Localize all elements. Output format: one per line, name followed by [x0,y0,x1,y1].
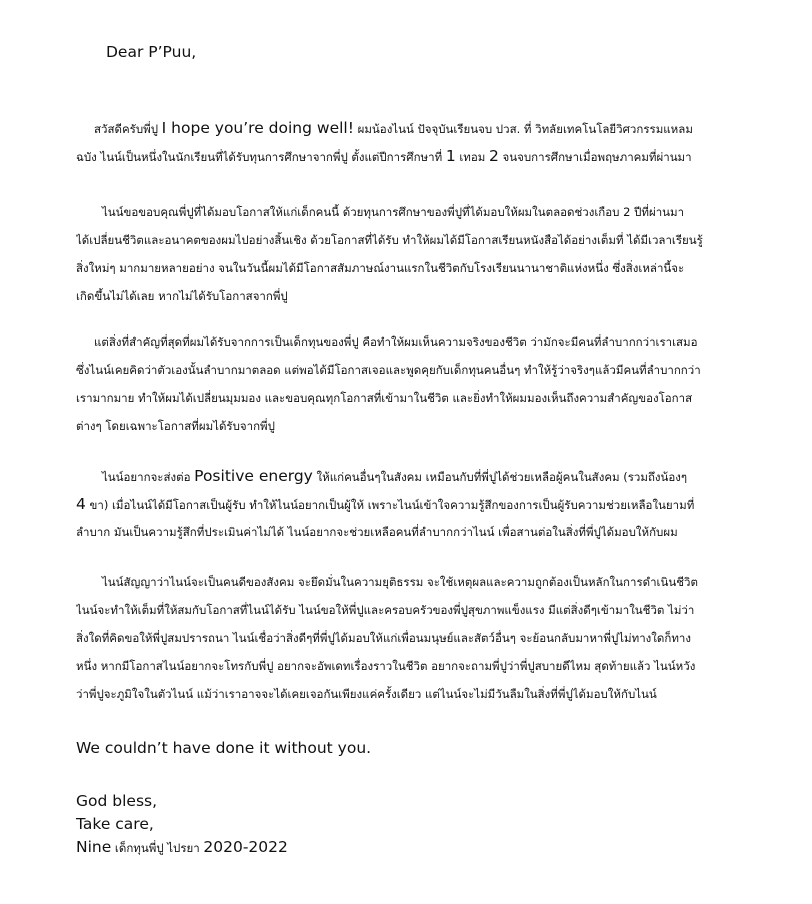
paragraph-2 [76,198,788,310]
text-thai: สวัสดีครับพี่ปู [94,122,162,136]
text-thai: จนจบการศึกษาเมื่อพฤษภาคมที่ผ่านมา [498,150,692,164]
closing-take-care: Take care, [76,815,154,833]
paragraph-2-line-2: ได้เปลี่ยนชีวิตและอนาคตของผมไปอย่างสิ้นเชิง ด้วยโอกาสที่ได้รับ ทำให้ผมได้มีโอกาสเรียนหนังสือได้อย่างเต็มที่ ได้มีเวลาเรียนรู้ [76,233,703,247]
paragraph-5 [76,568,788,708]
paragraph-1 [76,114,788,170]
text-thai: เทอม [455,150,489,164]
thanks-line: We couldn’t have done it without you. [76,739,372,757]
closing-god-bless: God bless, [76,792,158,810]
signature-line [76,836,288,859]
text-number: 2 [489,147,499,165]
paragraph-5-line-4: หนึ่ง หากมีโอกาสไนน์อยากจะโทรกับพี่ปู อยากจะอัพเดทเรื่องราวในชีวิต อยากจะถามพี่ปูว่าพี่ปูสบายดีไหม สุดท้ายแล้ว ไนน์หวัง [76,659,696,673]
paragraph-4-line-1 [76,462,788,490]
paragraph-5-line-5: ว่าพี่ปูจะภูมิใจในตัวไนน์ แม้ว่าเราอาจจะได้เคยเจอกันเพียงแค่ครั้งเดียว แต่ไนน์จะไม่มีวันลืมในสิ่งที่พี่ปูได้มอบให้กับไนน์ [76,687,657,701]
text-thai: ไนน์อยากจะส่งต่อ [102,470,195,484]
paragraph-2-line-1: ไนน์ขอขอบคุณพี่ปูที่ได้มอบโอกาสให้แก่เด็กคนนี้ ด้วยทุนการศึกษาของพี่ปูที่ได้มอบให้ผมในตลอดช่วงเกือบ 2 ปีที่ผ่านมา [102,205,685,219]
text-number: 4 [76,495,86,513]
text-thai: ให้แก่คนอื่นๆในสังคม เหมือนกับที่พี่ปูได้ช่วยเหลือผู้คนในสังคม (รวมถึงน้องๆ [312,470,688,484]
paragraph-5-line-2: ไนน์จะทำให้เต็มที่ให้สมกับโอกาสที่ไนน์ได้รับ ไนน์ขอให้พี่ปูและครอบครัวของพี่ปูสุขภาพแข็งแรง มีแต่สิ่งดีๆเข้ามาในชีวิต ไม่ว่า [76,603,695,617]
paragraph-1-line-1 [76,114,788,142]
paragraph-3-line-1: แต่สิ่งที่สำคัญที่สุดที่ผมได้รับจากการเป็นเด็กทุนของพี่ปู คือทำให้ผมเห็นความจริงของชีวิต ว่ามักจะมีคนที่ลำบากกว่าเราเสมอ [94,335,698,349]
text-thai: ฉบัง ไนน์เป็นหนึ่งในนักเรียนที่ได้รับทุนการศึกษาจากพี่ปู ตั้งแต่ปีการศึกษาที่ [76,150,446,164]
text-english: I hope you’re doing well! [161,119,354,137]
signature-thai: เด็กทุนพี่ปู ไปรยา [111,841,204,855]
signature-name: Nine [76,838,112,856]
paragraph-3-line-3: เรามากมาย ทำให้ผมได้เปลี่ยนมุมมอง และขอบคุณทุกโอกาสที่เข้ามาในชีวิต และยิ่งทำให้ผมมองเห็นถึงความสำคัญของโอกาส [76,391,693,405]
paragraph-2-line-4: เกิดขึ้นไม่ได้เลย หากไม่ได้รับโอกาสจากพี่ปู [76,289,288,303]
paragraph-4 [76,462,788,546]
paragraph-5-line-3: สิ่งใดที่คิดขอให้พี่ปูสมปรารถนา ไนน์เชื่อว่าสิ่งดีๆที่พี่ปูได้มอบให้แก่เพื่อนมนุษย์และสัตว์อื่นๆ จะย้อนกลับมาหาพี่ปูไม่ทางใดก็ทาง [76,631,691,645]
paragraph-3-line-4: ต่างๆ โดยเฉพาะโอกาสที่ผมได้รับจากพี่ปู [76,419,275,433]
paragraph-3 [76,328,788,440]
text-number: 1 [445,147,456,165]
paragraph-3-line-2: ซึ่งไนน์เคยคิดว่าตัวเองนั้นลำบากมาตลอด แต่พอได้มีโอกาสเจอและพูดคุยกับเด็กทุนคนอื่นๆ ทำให้รู้ว่าจริงๆแล้วมีคนที่ลำบากกว่า [76,363,701,377]
greeting: Dear P’Puu, [106,43,197,61]
paragraph-4-line-2 [76,490,788,518]
text-english: Positive energy [194,467,313,485]
signature-years: 2020-2022 [203,838,288,856]
text-thai: ขา) เมื่อไนน์ได้มีโอกาสเป็นผู้รับ ทำให้ไนน์อยากเป็นผู้ให้ เพราะไนน์เข้าใจความรู้สึกของการเป็นผู้รับความช่วยเหลือในยามที่ [85,498,695,512]
paragraph-2-line-3: สิ่งใหม่ๆ มากมายหลายอย่าง จนในวันนี้ผมได้มีโอกาสสัมภาษณ์งานแรกในชีวิตกับโรงเรียนนานาชาติแห่งหนึ่ง ซึ่งสิ่งเหล่านี้จะ [76,261,685,275]
paragraph-5-line-1: ไนน์สัญญาว่าไนน์จะเป็นคนดีของสังคม จะยึดมั่นในความยุติธรรม จะใช้เหตุผลและความถูกต้องเป็นหลักในการดำเนินชีวิต [102,575,698,589]
paragraph-1-line-2 [76,142,788,170]
paragraph-4-line-3: ลำบาก มันเป็นความรู้สึกที่ประเมินค่าไม่ได้ ไนน์อยากจะช่วยเหลือคนที่ลำบากกว่าไนน์ เพื่อสานต่อในสิ่งที่พี่ปูได้มอบให้กับผม [76,525,678,539]
text-thai: ผมน้องไนน์ ปัจจุบันเรียนจบ ปวส. ที่ วิทลัยเทคโนโลยีวิศวกรรมแหลม [353,122,693,136]
